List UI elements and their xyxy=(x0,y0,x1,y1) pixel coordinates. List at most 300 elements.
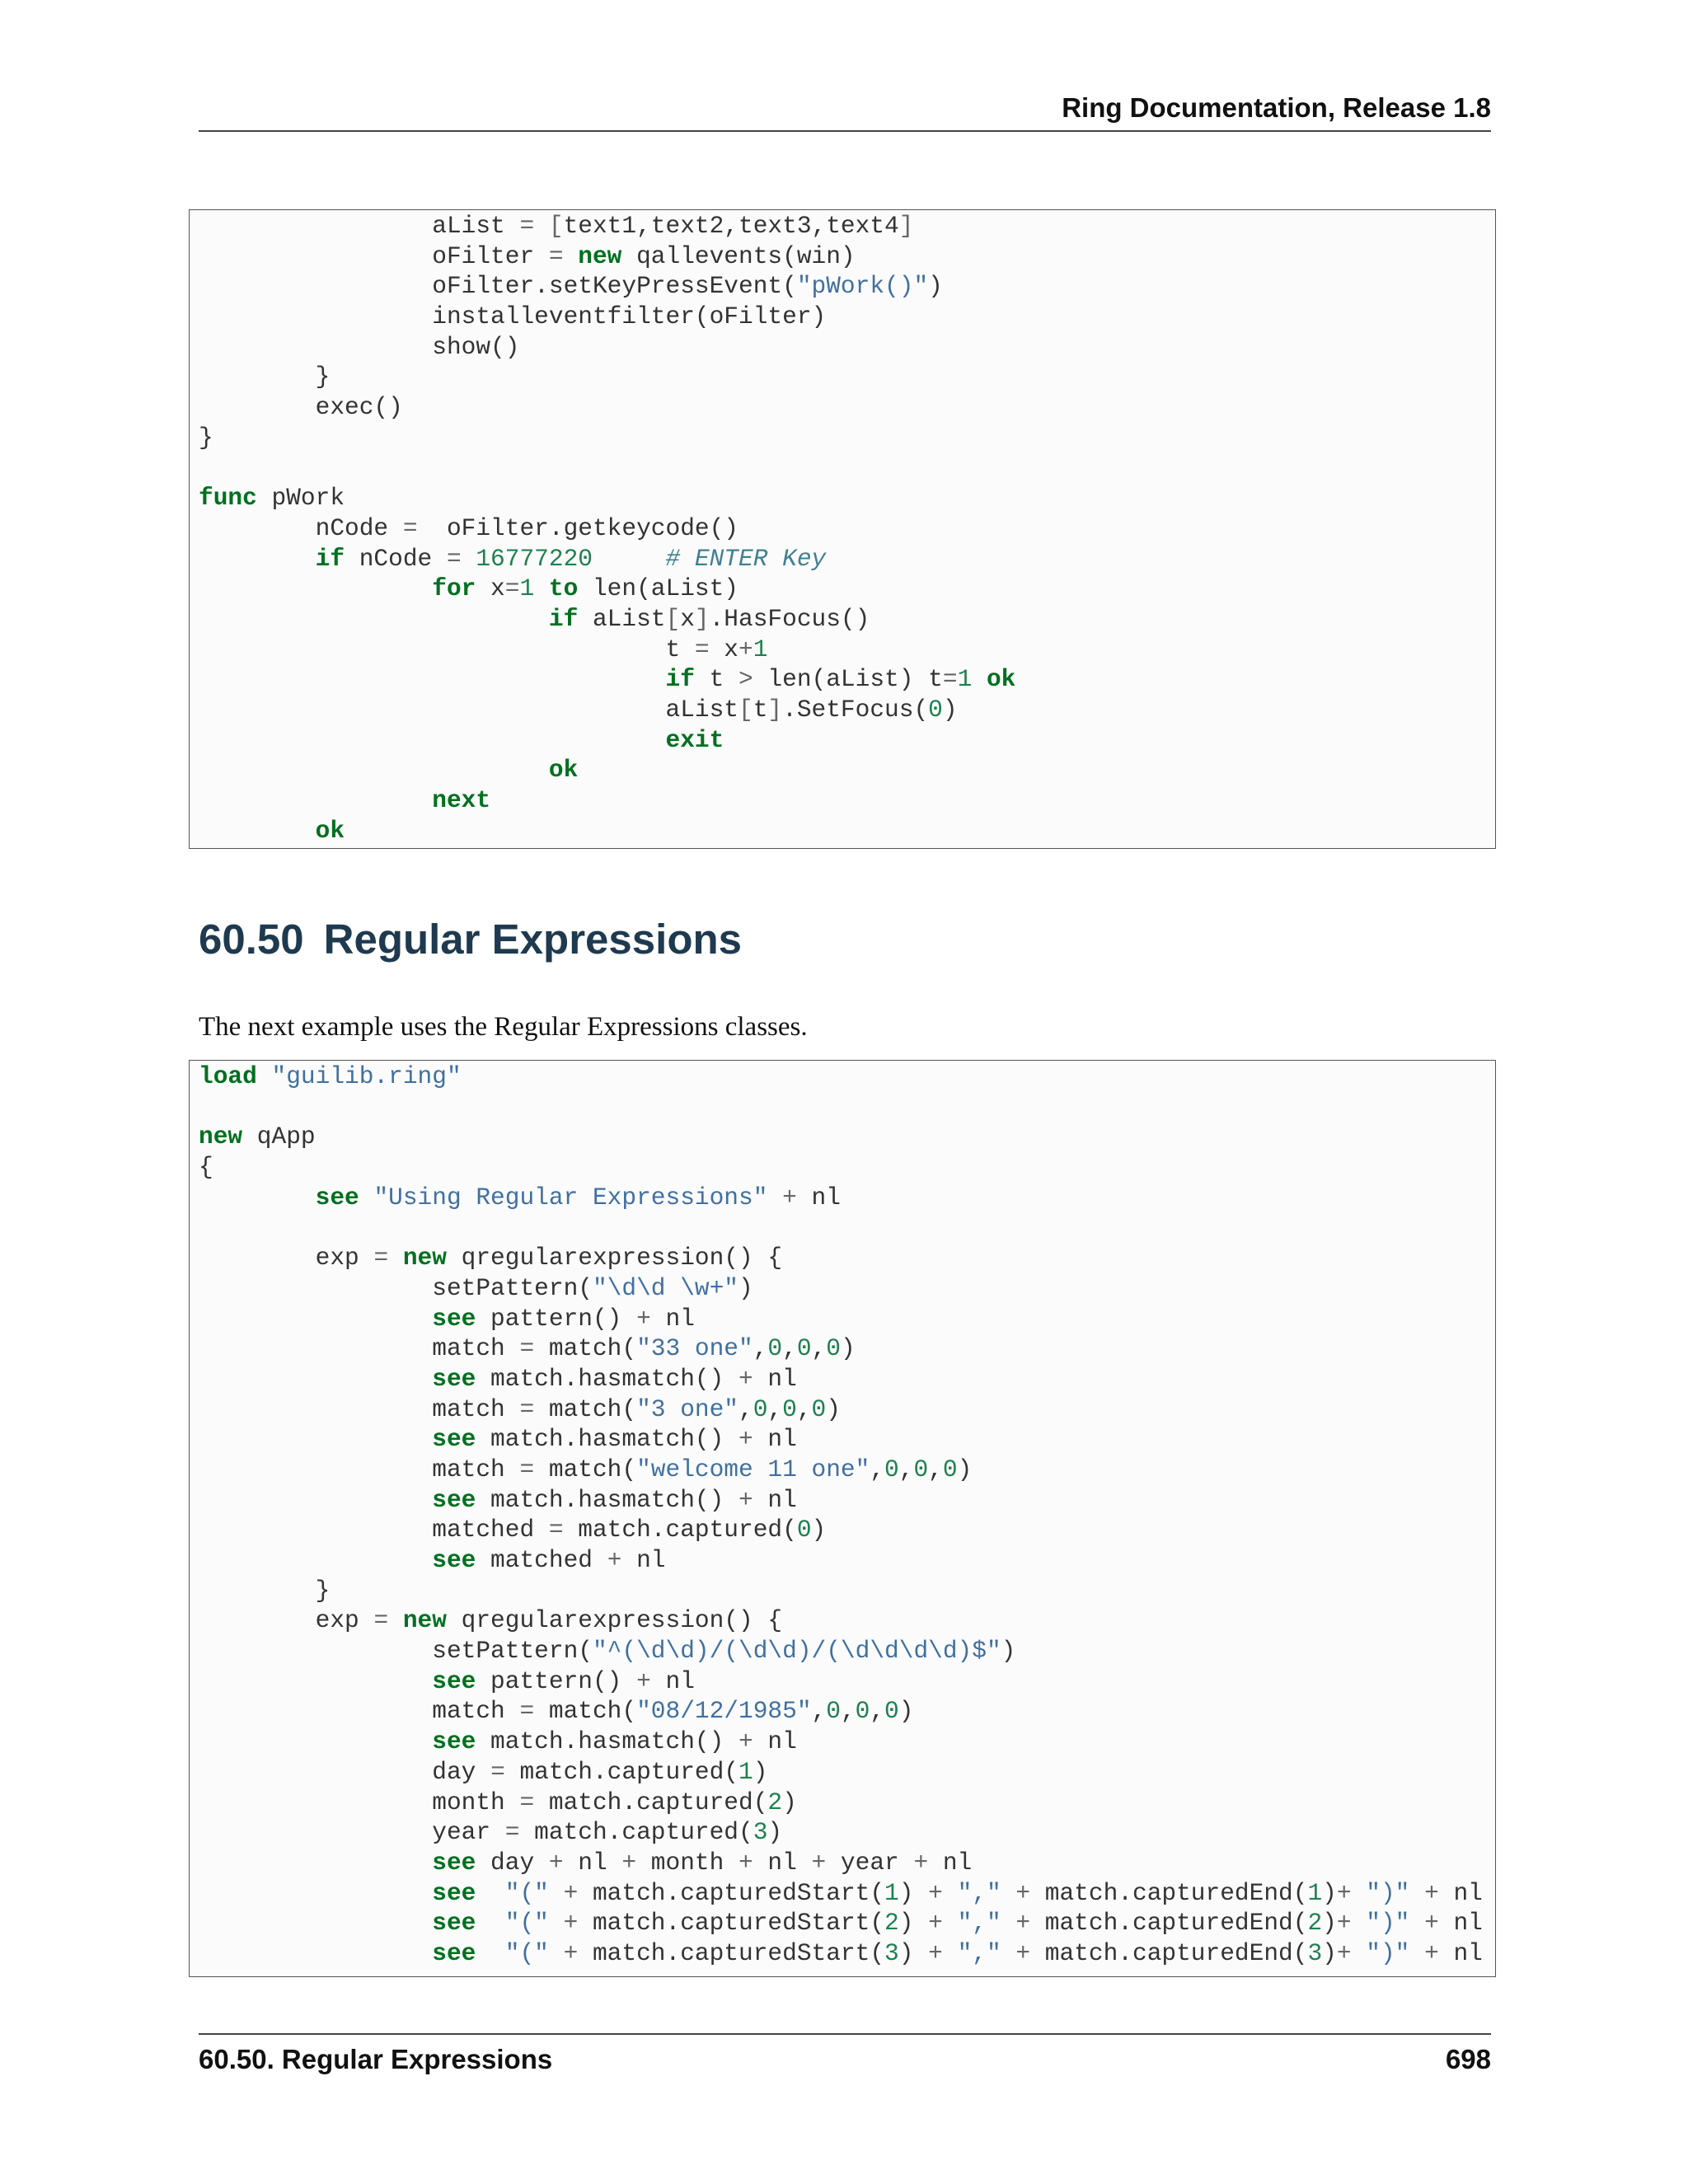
code-number: 3 xyxy=(1307,1938,1323,1967)
code-text: ) xyxy=(782,1788,797,1816)
code-text: ) xyxy=(942,696,958,724)
code-text: nl xyxy=(753,1727,797,1756)
code-keyword: see xyxy=(432,1727,476,1756)
code-text: , xyxy=(811,1334,827,1363)
code-text xyxy=(199,1879,432,1907)
code-text: match.capturedEnd( xyxy=(1030,1878,1308,1907)
code-keyword: ok xyxy=(986,665,1016,694)
code-number: 0 xyxy=(826,1334,841,1363)
code-text: nl xyxy=(1438,1938,1483,1967)
code-operator: = xyxy=(548,241,564,270)
code-line xyxy=(190,1122,1495,1152)
code-text: month xyxy=(199,1788,520,1816)
code-text: ) xyxy=(1322,1878,1337,1907)
code-line xyxy=(190,1183,1495,1213)
code-text: year xyxy=(826,1848,914,1877)
code-number: 0 xyxy=(884,1455,899,1483)
code-number: 0 xyxy=(767,1334,783,1363)
code-line xyxy=(190,1062,1495,1092)
code-text xyxy=(462,545,476,573)
code-text: match.capturedEnd( xyxy=(1030,1909,1308,1938)
code-number: 0 xyxy=(942,1455,958,1483)
code-text xyxy=(199,1849,432,1877)
code-text: ) xyxy=(898,1909,929,1938)
code-line xyxy=(190,392,1495,423)
code-text: , xyxy=(753,1334,768,1363)
code-text: match.hasmatch() xyxy=(476,1727,739,1756)
code-text: nCode xyxy=(345,544,447,573)
code-text: nl xyxy=(753,1364,797,1393)
code-number: 0 xyxy=(884,1697,899,1726)
code-text: , xyxy=(796,1394,812,1423)
code-operator: = xyxy=(519,212,535,240)
code-text: nl xyxy=(753,1848,812,1877)
code-text: match xyxy=(199,1455,520,1483)
code-text: ) xyxy=(840,1334,856,1363)
code-text xyxy=(1352,1879,1367,1907)
code-text: len(aList) t xyxy=(753,665,943,694)
code-number: 1 xyxy=(1307,1878,1323,1907)
code-operator: [ xyxy=(548,212,564,240)
code-line xyxy=(190,1848,1495,1878)
code-text xyxy=(199,1486,432,1514)
code-text: match xyxy=(199,1697,520,1726)
code-text: year xyxy=(199,1818,505,1847)
code-number: 2 xyxy=(1307,1909,1323,1938)
code-operator: + xyxy=(1336,1909,1352,1938)
code-text: x xyxy=(476,574,505,603)
code-keyword: for xyxy=(432,574,476,603)
code-line xyxy=(190,211,1495,241)
code-text: oFilter.getkeycode() xyxy=(417,513,739,542)
code-text: match.hasmatch() xyxy=(476,1485,739,1514)
code-keyword: see xyxy=(432,1909,476,1938)
code-keyword: new xyxy=(199,1122,243,1151)
code-line xyxy=(190,785,1495,816)
code-text: ) xyxy=(826,1394,841,1423)
code-string: ")" xyxy=(1366,1909,1410,1938)
code-text: ) xyxy=(1322,1909,1337,1938)
code-operator: + xyxy=(738,1727,753,1756)
code-text xyxy=(199,545,316,573)
code-line xyxy=(190,1636,1495,1666)
code-line xyxy=(190,1908,1495,1938)
code-operator: + xyxy=(607,1546,622,1574)
code-keyword: see xyxy=(432,1425,476,1454)
code-text xyxy=(199,1667,432,1695)
code-operator: + xyxy=(738,1364,753,1393)
code-string: "," xyxy=(957,1938,1001,1967)
code-text xyxy=(388,1606,403,1634)
code-operator: > xyxy=(738,665,753,694)
code-text xyxy=(1001,1909,1016,1937)
code-line xyxy=(190,604,1495,635)
code-text: ) xyxy=(1001,1637,1016,1666)
code-operator: ] xyxy=(767,696,783,724)
code-line xyxy=(190,1304,1495,1334)
intro-paragraph: The next example uses the Regular Expressions classes. xyxy=(199,1012,808,1042)
footer-divider xyxy=(199,2033,1491,2035)
code-operator: = xyxy=(519,1334,535,1363)
code-text: , xyxy=(870,1697,885,1726)
code-block-regex xyxy=(189,1060,1496,1977)
code-text xyxy=(199,726,666,754)
code-text xyxy=(767,1183,782,1212)
code-text: exp xyxy=(199,1244,374,1272)
code-string: "33 one" xyxy=(636,1334,753,1363)
code-operator: + xyxy=(1336,1938,1352,1967)
code-block-navigation xyxy=(189,209,1496,849)
code-text xyxy=(199,1909,432,1937)
code-keyword: ok xyxy=(548,756,579,785)
code-text: t xyxy=(753,696,768,724)
code-text: nl xyxy=(796,1183,841,1212)
code-text: match.hasmatch() xyxy=(476,1425,739,1454)
code-operator: = xyxy=(519,1697,535,1726)
code-text xyxy=(593,545,666,573)
code-text: , xyxy=(782,1334,797,1363)
code-operator: + xyxy=(563,1878,579,1907)
code-keyword: func xyxy=(199,484,257,513)
code-operator: + xyxy=(621,1848,637,1877)
code-operator: = xyxy=(490,1757,505,1786)
code-text: match.captured( xyxy=(519,1818,753,1847)
code-text: qregularexpression() { xyxy=(446,1606,783,1635)
code-number: 0 xyxy=(782,1394,797,1423)
code-number: 0 xyxy=(928,696,943,724)
code-operator: = xyxy=(373,1606,389,1635)
code-text: aList xyxy=(578,604,666,633)
code-line xyxy=(190,423,1495,453)
code-operator: + xyxy=(1424,1938,1439,1967)
code-string: "08/12/1985" xyxy=(636,1697,812,1726)
code-line xyxy=(190,1605,1495,1636)
code-operator: = xyxy=(504,574,520,603)
code-line xyxy=(190,302,1495,332)
code-text xyxy=(476,1879,504,1907)
code-operator: + xyxy=(913,1848,929,1877)
code-operator: + xyxy=(738,1485,753,1514)
code-text xyxy=(943,1909,958,1937)
code-line xyxy=(190,453,1495,484)
code-number: 0 xyxy=(796,1334,812,1363)
code-number: 1 xyxy=(753,635,768,663)
code-text xyxy=(199,1546,432,1574)
code-text: exec() xyxy=(199,393,403,422)
code-text xyxy=(199,817,316,845)
code-operator: = xyxy=(446,544,462,573)
code-number: 2 xyxy=(884,1909,899,1938)
code-text: ) xyxy=(928,272,943,301)
code-operator: + xyxy=(738,1425,753,1454)
code-text xyxy=(1352,1909,1367,1937)
code-text xyxy=(199,1183,316,1212)
code-operator: + xyxy=(636,1666,651,1695)
code-line xyxy=(190,1212,1495,1243)
code-text xyxy=(199,665,666,693)
code-keyword: see xyxy=(432,1848,476,1877)
code-text: } xyxy=(199,1576,331,1605)
code-text: match.captured( xyxy=(504,1757,739,1786)
code-line xyxy=(190,513,1495,544)
code-text: .SetFocus( xyxy=(782,696,929,724)
code-string: "^(\d\d)/(\d\d)/(\d\d\d\d)$" xyxy=(592,1637,1001,1666)
code-keyword: see xyxy=(432,1878,476,1907)
code-operator: + xyxy=(928,1909,943,1938)
section-number: 60.50 xyxy=(199,916,304,963)
code-line xyxy=(190,1938,1495,1969)
code-text xyxy=(549,1879,564,1907)
code-string: "welcome 11 one" xyxy=(636,1455,870,1483)
code-text: x xyxy=(680,604,695,633)
code-text: matched xyxy=(199,1516,549,1544)
code-line xyxy=(190,1696,1495,1727)
code-number: 3 xyxy=(753,1818,768,1847)
code-text: ) xyxy=(898,1938,929,1967)
code-line xyxy=(190,635,1495,665)
code-line xyxy=(190,332,1495,363)
code-text xyxy=(943,1879,958,1907)
code-operator: + xyxy=(928,1938,943,1967)
code-line xyxy=(190,241,1495,272)
code-line xyxy=(190,1878,1495,1909)
code-text: , xyxy=(738,1394,753,1423)
code-number: 0 xyxy=(796,1516,812,1544)
code-line xyxy=(190,1515,1495,1545)
code-line xyxy=(190,544,1495,574)
code-line xyxy=(190,1333,1495,1364)
code-string: "\d\d \w+" xyxy=(592,1273,739,1302)
code-operator: + xyxy=(1424,1878,1439,1907)
code-operator: = xyxy=(942,665,958,694)
code-text: day xyxy=(476,1848,549,1877)
code-text: oFilter xyxy=(199,241,549,270)
code-operator: + xyxy=(738,1848,753,1877)
code-line xyxy=(190,1817,1495,1848)
code-text: setPattern( xyxy=(199,1637,593,1666)
code-line xyxy=(190,1727,1495,1757)
code-line xyxy=(190,1273,1495,1304)
code-text xyxy=(476,1939,504,1967)
code-text: ) xyxy=(753,1757,768,1786)
code-operator: + xyxy=(636,1304,651,1333)
code-string: "guilib.ring" xyxy=(271,1062,462,1090)
code-keyword: see xyxy=(432,1485,476,1514)
code-text xyxy=(1001,1939,1016,1967)
code-keyword: if xyxy=(548,604,579,633)
code-text: qregularexpression() { xyxy=(446,1244,783,1272)
code-line xyxy=(190,725,1495,756)
code-text: installeventfilter(oFilter) xyxy=(199,302,827,331)
code-text: len(aList) xyxy=(578,574,739,603)
code-line xyxy=(190,1788,1495,1818)
code-number: 2 xyxy=(767,1788,783,1816)
code-operator: + xyxy=(782,1183,797,1212)
footer-page-number: 698 xyxy=(1445,2044,1491,2074)
code-text xyxy=(549,1939,564,1967)
code-text: ) xyxy=(811,1516,827,1544)
code-text xyxy=(972,665,987,693)
code-text xyxy=(199,1305,432,1333)
code-line xyxy=(190,664,1495,695)
code-string: "," xyxy=(957,1909,1001,1938)
code-number: 1 xyxy=(519,574,535,603)
code-text xyxy=(257,1062,272,1090)
code-operator: [ xyxy=(665,604,681,633)
code-text: match( xyxy=(534,1697,637,1726)
code-text xyxy=(199,756,549,784)
code-text xyxy=(1352,1939,1367,1967)
code-string: ")" xyxy=(1366,1878,1410,1907)
code-text: { xyxy=(199,1153,213,1182)
code-text xyxy=(1409,1909,1424,1937)
code-text xyxy=(1001,1879,1016,1907)
code-operator: = xyxy=(402,513,418,542)
code-text: pattern() xyxy=(476,1666,637,1695)
code-text xyxy=(1409,1879,1424,1907)
code-text: nl xyxy=(650,1304,695,1333)
code-text: setPattern( xyxy=(199,1273,593,1302)
code-operator: = xyxy=(519,1788,535,1816)
code-operator: ] xyxy=(694,604,710,633)
code-line xyxy=(190,816,1495,846)
code-operator: + xyxy=(563,1909,579,1938)
code-text: t xyxy=(694,665,739,694)
code-string: "3 one" xyxy=(636,1394,739,1423)
code-text: qApp xyxy=(242,1122,316,1151)
code-operator: + xyxy=(928,1878,943,1907)
code-string: "," xyxy=(957,1878,1001,1907)
code-number: 3 xyxy=(884,1938,899,1967)
code-line xyxy=(190,483,1495,513)
code-operator: + xyxy=(1015,1878,1031,1907)
code-text xyxy=(199,605,549,633)
code-text: match.capturedStart( xyxy=(578,1909,885,1938)
code-keyword: new xyxy=(402,1244,447,1272)
code-number: 1 xyxy=(957,665,973,694)
code-text: , xyxy=(767,1394,783,1423)
code-text: match xyxy=(199,1394,520,1423)
code-operator: + xyxy=(811,1848,827,1877)
code-keyword: see xyxy=(432,1666,476,1695)
code-operator: + xyxy=(1336,1878,1352,1907)
code-text xyxy=(199,1365,432,1393)
code-line xyxy=(190,362,1495,392)
page-header-title: Ring Documentation, Release 1.8 xyxy=(1062,92,1491,123)
code-text: } xyxy=(199,423,213,452)
code-text: ) xyxy=(957,1455,973,1483)
code-line xyxy=(190,1485,1495,1516)
code-keyword: new xyxy=(578,241,622,270)
code-text: nCode xyxy=(199,513,403,542)
code-text: matched xyxy=(476,1546,607,1574)
code-line xyxy=(190,574,1495,604)
code-text: oFilter.setKeyPressEvent( xyxy=(199,272,797,301)
code-line xyxy=(190,1092,1495,1122)
code-operator: = xyxy=(519,1455,535,1483)
section-title-text: Regular Expressions xyxy=(323,916,742,963)
code-text xyxy=(549,1909,564,1937)
code-text: nl xyxy=(563,1848,622,1877)
code-text: month xyxy=(636,1848,739,1877)
code-text: nl xyxy=(1438,1878,1483,1907)
code-operator: = xyxy=(519,1394,535,1423)
code-number: 0 xyxy=(913,1455,929,1483)
code-operator: + xyxy=(738,635,753,663)
code-text: .HasFocus() xyxy=(709,604,870,633)
code-text: nl xyxy=(753,1485,797,1514)
code-comment: # ENTER Key xyxy=(665,544,827,573)
code-keyword: see xyxy=(432,1364,476,1393)
code-line xyxy=(190,1576,1495,1606)
code-line xyxy=(190,1757,1495,1788)
code-operator: + xyxy=(1015,1909,1031,1938)
code-keyword: new xyxy=(402,1606,447,1635)
code-line xyxy=(190,1455,1495,1485)
code-text: match.captured( xyxy=(534,1788,768,1816)
code-line xyxy=(190,1152,1495,1183)
code-line xyxy=(190,1666,1495,1697)
code-text xyxy=(199,574,432,602)
code-text: , xyxy=(928,1455,943,1483)
code-operator: ] xyxy=(898,212,914,240)
code-text: x xyxy=(709,635,739,663)
code-keyword: see xyxy=(315,1183,359,1212)
code-text: nl xyxy=(621,1546,666,1574)
header-divider xyxy=(199,130,1491,132)
code-keyword: if xyxy=(315,544,345,573)
code-number: 16777220 xyxy=(476,544,593,573)
code-text: day xyxy=(199,1757,491,1786)
code-text: aList xyxy=(199,212,520,240)
code-string: "Using Regular Expressions" xyxy=(373,1183,768,1212)
code-keyword: see xyxy=(432,1304,476,1333)
code-string: ")" xyxy=(1366,1938,1410,1967)
footer-section-label: 60.50. Regular Expressions xyxy=(199,2044,553,2074)
code-keyword: ok xyxy=(315,816,345,845)
code-text: nl xyxy=(753,1425,797,1454)
code-line xyxy=(190,271,1495,302)
code-text: t xyxy=(199,635,695,663)
code-line xyxy=(190,1364,1495,1394)
code-text: show() xyxy=(199,332,520,361)
code-text: ) xyxy=(738,1273,753,1302)
code-text: , xyxy=(840,1697,856,1726)
code-number: 1 xyxy=(884,1878,899,1907)
code-operator: = xyxy=(548,1516,564,1544)
code-text: , xyxy=(870,1455,885,1483)
code-keyword: load xyxy=(199,1062,257,1090)
code-operator: = xyxy=(373,1244,389,1272)
code-text: pattern() xyxy=(476,1304,637,1333)
code-text xyxy=(1409,1939,1424,1967)
code-number: 0 xyxy=(855,1697,870,1726)
code-line xyxy=(190,695,1495,725)
code-text: nl xyxy=(928,1848,973,1877)
code-line xyxy=(190,1424,1495,1455)
code-line xyxy=(190,755,1495,785)
code-text: text1,text2,text3,text4 xyxy=(563,212,899,240)
code-text: nl xyxy=(1438,1909,1483,1938)
code-text: ) xyxy=(767,1818,783,1847)
code-string: "(" xyxy=(504,1909,549,1938)
code-keyword: see xyxy=(432,1938,476,1967)
code-text: pWork xyxy=(256,484,345,513)
code-number: 0 xyxy=(811,1394,827,1423)
code-text xyxy=(534,212,549,240)
code-keyword: exit xyxy=(665,725,724,754)
code-operator: = xyxy=(504,1818,520,1847)
